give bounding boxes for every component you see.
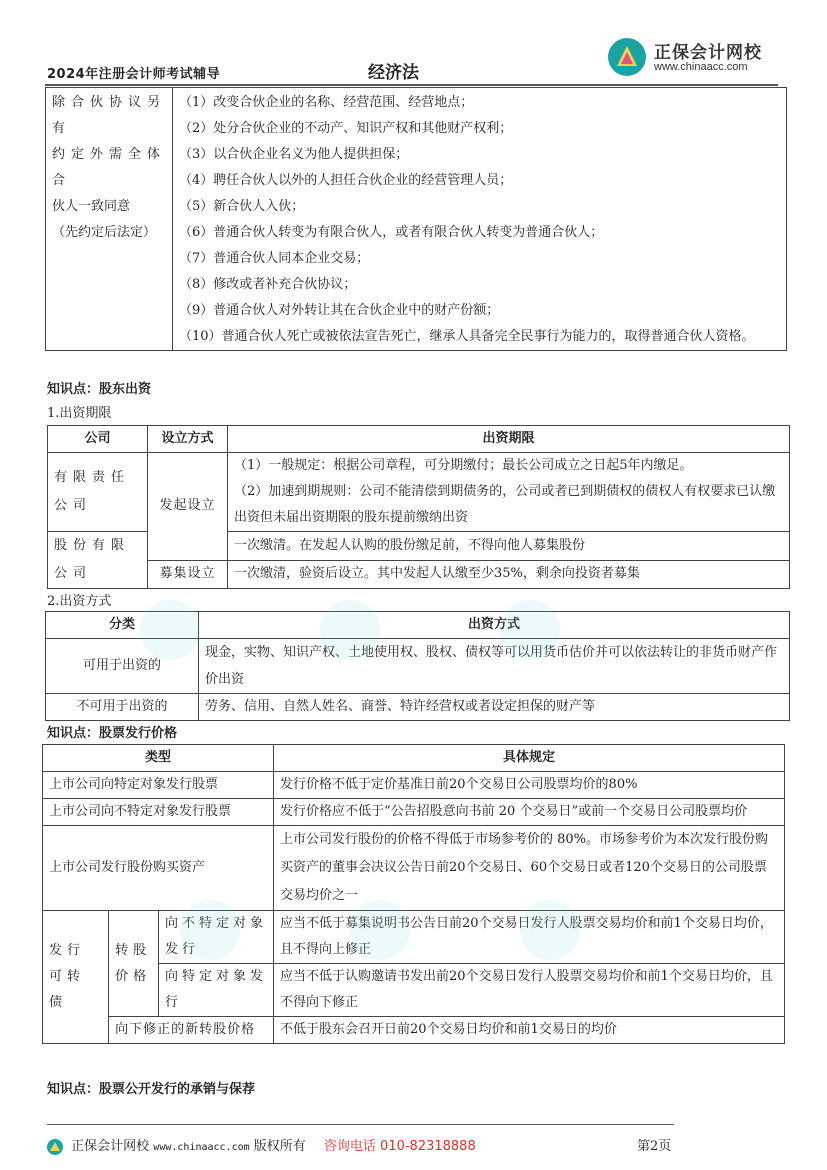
list-item: （2）处分合伙企业的不动产、知识产权和其他财产权利； [179,121,513,136]
doc-title: 2024年注册会计师考试辅导 [47,67,221,82]
rule-cell: 发行价格应不低于“公告招股意向书前 20 个交易日”或前一个交易日公司股票均价 [274,799,785,826]
target-cell: 向特定对象发行 [159,964,274,1017]
table-row [43,772,785,799]
footer [47,1135,476,1155]
table-header-row [46,612,790,639]
method-cell: 现金，实物、知识产权、土地使用权、股权、债权等可以用货币估价并可以依法转让的非货币财产作价出资 [199,639,790,694]
rule-cell: 上市公司发行股份的价格不得低于市场参考价的 80%。市场参考价为本次发行股份购买资产的董事会决议公告日前20个交易日、60个交易日或者120个交易日的公司股票交易均价之一 [274,826,785,911]
setup-method-cell: 发起设立 [148,453,228,561]
table-row [46,639,790,694]
rule-cell: 应当不低于募集说明书公告日前20个交易日发行人股票交易均价和前1个交易日均价，且不得向上修正 [274,911,785,964]
column-header: 设立方式 [148,426,228,453]
setup-method-cell: 募集设立 [148,560,228,589]
company-type-cell: 股份有限公司 [48,532,148,589]
column-header: 类型 [43,745,274,772]
footer-divider [47,1124,674,1125]
brand-name: 正保会计网校 [654,43,762,63]
table-row [43,799,785,826]
rule-cell: 不低于股东会召开日前20个交易日均价和前1交易日的均价 [274,1017,785,1044]
revised-price-cell: 向下修正的新转股价格 [109,1017,274,1044]
consent-label-cell [46,88,173,351]
brand-logo [604,36,784,80]
type-cell: 上市公司向特定对象发行股票 [43,772,274,799]
method-cell: 劳务、信用、自然人姓名、商誉、特许经营权或者设定担保的财产等 [199,694,790,721]
table-row [46,694,790,721]
issue-price-table [42,744,785,1044]
list-item: （1）改变合伙企业的名称、经营范围、经营地点； [179,95,474,110]
rule-cell: 应当不低于认购邀请书发出前20个交易日发行人股票交易均价和前1个交易日均价，且不得向下修正 [274,964,785,1017]
type-cell: 上市公司向不特定对象发行股票 [43,799,274,826]
term-rule-cell: 一次缴清，验资后设立。其中发起人认缴至少35%，剩余向投资者募集 [228,560,790,589]
section-title: 知识点：股票公开发行的承销与保荐 [47,1082,256,1097]
target-cell: 向不特定对象发行 [159,911,274,964]
table-row [43,911,785,964]
column-header: 分类 [46,612,199,639]
table-header-row [48,426,790,453]
footer-phone: 咨询电话 010-82318888 [323,1139,476,1154]
section-title: 知识点：股票发行价格 [47,726,178,741]
partnership-consent-table [45,87,787,351]
list-item: （10）普通合伙人死亡或被依法宣告死亡，继承人具备完全民事行为能力的，取得普通合伙人资格。 [179,329,755,344]
column-header: 出资方式 [199,612,790,639]
contribution-method-table [45,611,790,721]
term-rule-cell: 一次缴清。在发起人认购的股份缴足前，不得向他人募集股份 [228,532,790,561]
rule-text: （1）一般规定：根据公司章程，可分期缴付；最长公司成立之日起5年内缴足。 [234,458,693,473]
logo-triangle-inner-icon [621,52,633,64]
list-item: （7）普通合伙人同本企业交易； [179,251,370,266]
header-divider [45,84,778,86]
convertible-label-cell: 发行可转债 [43,911,109,1044]
table-row [43,826,785,911]
section-title: 知识点：股东出资 [47,382,152,397]
subsection-title: 2.出资方式 [47,594,112,609]
conversion-price-cell: 转股价格 [109,911,159,1017]
footer-rights: 版权所有 [253,1139,306,1154]
list-item: （8）修改或者补充合伙协议； [179,277,357,292]
list-item: （3）以合伙企业名义为他人提供担保； [179,147,409,162]
label-line: （先约定后法定） [52,225,157,240]
list-item: （6）普通合伙人转变为有限合伙人，或者有限合伙人转变为普通合伙人； [179,225,604,240]
subsection-title: 1.出资期限 [47,406,112,421]
table-header-row [43,745,785,772]
footer-url: www.chinaacc.com [153,1142,250,1153]
rule-text: （2）加速到期规则：公司不能清偿到期债务的，公司或者已到期债权的债权人有权要求已认缴出资但未届出资期限的股东提前缴纳出资 [234,484,776,525]
category-cell: 不可用于出资的 [46,694,199,721]
rule-cell: 发行价格不低于定价基准日前20个交易日公司股票均价的80% [274,772,785,799]
list-item: （5）新合伙人入伙； [179,199,305,214]
brand-url: www.chinaacc.com [654,61,748,73]
company-type-cell: 有限责任公司 [48,453,148,532]
table-row [48,453,790,532]
footer-logo-icon [47,1139,63,1155]
list-item: （4）聘任合伙人以外的人担任合伙企业的经营管理人员； [179,173,513,188]
consent-items-cell [173,88,787,351]
column-header: 公司 [48,426,148,453]
category-cell: 可用于出资的 [46,639,199,694]
label-line: 约定外需全体合 [52,147,167,188]
label-line: 除合伙协议另有 [52,95,167,136]
column-header: 具体规定 [274,745,785,772]
type-cell: 上市公司发行股份购买资产 [43,826,274,911]
list-item: （9）普通合伙人对外转让其在合伙企业中的财产份额； [179,303,500,318]
column-header: 出资期限 [228,426,790,453]
term-rule-cell [228,453,790,532]
capital-term-table [47,425,790,589]
page-number: 第2页 [637,1139,672,1154]
table-row [48,560,790,589]
table-row [43,1017,785,1044]
footer-brand: 正保会计网校 [71,1139,150,1154]
subject-title: 经济法 [368,63,419,83]
label-line: 伙人一致同意 [52,199,131,214]
